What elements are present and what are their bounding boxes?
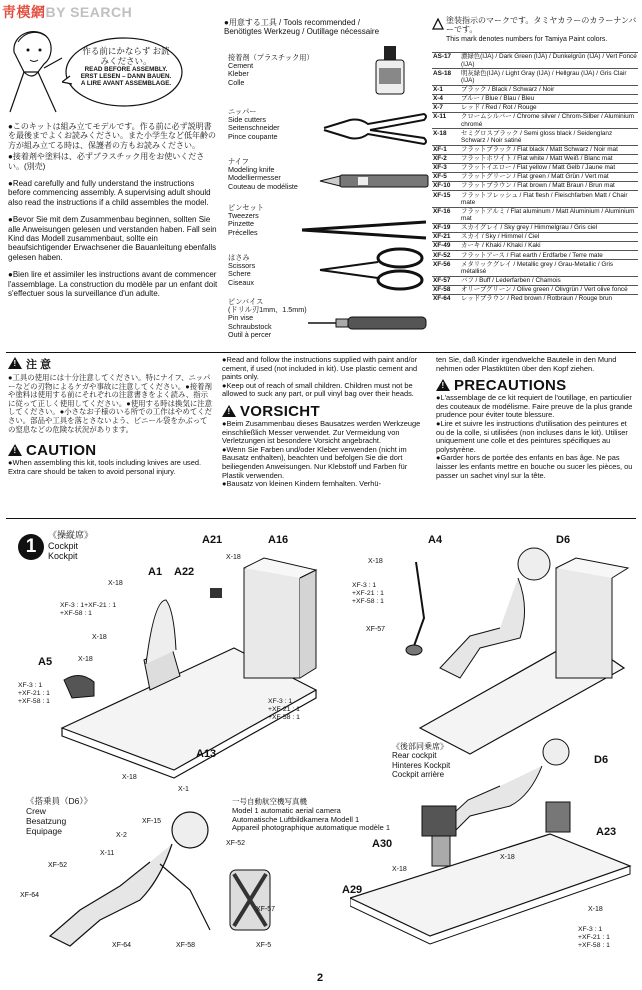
tool-line: ピンバイス [228, 297, 264, 306]
camera-title-jp: 一号自動航空機写真機 [232, 797, 307, 806]
tool-line: Colle [228, 77, 245, 87]
paint-mix-rear-floor: XF-3 : 1 +XF-21 : 1 +XF-58 : 1 [578, 926, 610, 949]
paint-header-jp: 塗装指示のマークです。タミヤカラーのカラーナンバーです。 [446, 16, 637, 35]
part-label-d6: D6 [556, 534, 571, 546]
paint-name: スカイ / Sky / Himmel / Ciel [460, 232, 638, 241]
crew-paint-label: X-11 [100, 850, 115, 857]
tool-cement [228, 54, 338, 87]
paint-name: フラットフレッシュ / Flat flesh / Fleischfarben Matt / Chair mate [460, 191, 638, 207]
crew-title-jp: 《搭乗員（D6）》 [26, 796, 93, 806]
part-label-a30: A30 [372, 838, 393, 850]
paint-name: フラットアルミ / Flat aluminum / Matt Aluminium / Aluminium mat [460, 207, 638, 223]
paint-mix-floor: XF-3 : 1 +XF-21 : 1 +XF-58 : 1 [268, 698, 300, 721]
caution-de-text-2: ●Wenn Sie Farben und/oder Kleber verwenden (nicht im Bausatz enthalten), beachten und befolgen Sie die dort beiliegenden Anweisungen. Nur Klebstoff und Farben für Plastik verwenden. [222, 444, 408, 480]
caution-en-text-3: ●Keep out of reach of small children. Children must not be allowed to suck any part, or pull vinyl bag over their heads. [222, 380, 414, 399]
paint-row [432, 129, 638, 145]
paint-code: XF-2 [432, 154, 460, 163]
tool-line: 接着剤（プラスチック用） [228, 53, 314, 62]
caution-en-text: ●When assembling this kit, tools including knives are used. Extra care should be taken to avoid personal injury. [8, 458, 202, 476]
warning-icon [436, 379, 450, 391]
paint-row [432, 207, 638, 223]
caution-top-border [6, 352, 636, 353]
paint-label-x18: X-18 [78, 656, 93, 663]
tool-line: Outil à percer [228, 329, 272, 339]
crew-figure-drawing [40, 800, 300, 960]
paint-name: カーキ / Khaki / Khaki / Kaki [460, 242, 638, 251]
paint-row [432, 260, 638, 276]
paint-row [432, 163, 638, 172]
intro-en: ●Read carefully and fully understand the instructions before commencing assembly. A supervising adult should also read the instructions if a child assembles the model. [8, 179, 211, 207]
pin-vise-icon [306, 312, 430, 334]
crew-title-de: Besatzung [26, 816, 67, 826]
crew-paint-label: XF-57 [256, 906, 276, 913]
crew-title-fr: Equipage [26, 826, 62, 836]
caution-fr-text-2: ●Lire et suivre les instructions d'utilisation des peintures et ou de la colle, si utilisées (non incluses dans le kit). Utiliser uniquement une colle et des peintures spécifiques au polystyrène. [436, 418, 628, 454]
caution-jp [8, 356, 214, 476]
intro-text [8, 122, 218, 299]
paint-row [432, 85, 638, 94]
paint-label-x18: X-18 [108, 580, 123, 587]
paint-name: フラットブラック / Flat black / Matt Schwarz / Noir mat [460, 145, 638, 154]
paint-row [432, 154, 638, 163]
part-label-a22: A22 [174, 566, 195, 578]
part-label-a23: A23 [596, 826, 617, 838]
tool-line: はさみ [228, 253, 250, 262]
crew-paint-label: X-2 [116, 832, 127, 839]
paint-row [432, 145, 638, 154]
crew-title-en: Crew [26, 806, 46, 816]
paint-code: XF-3 [432, 163, 460, 172]
paint-label-x18: X-18 [588, 906, 603, 913]
crew-paint-label: XF-52 [48, 862, 68, 869]
tool-line: Seitenschneider [228, 123, 280, 133]
paint-header [446, 16, 638, 44]
tool-line: Schere [228, 269, 251, 279]
paint-label-x18: X-18 [368, 558, 383, 565]
rear-title-de: Hinteres Kockpit [392, 760, 451, 770]
step1-title-de: Kockpit [48, 551, 78, 561]
paint-code: X-4 [432, 94, 460, 103]
paint-name: フラットアース / Flat earth / Erdfarbe / Terre mate [460, 251, 638, 260]
part-label-a16: A16 [268, 534, 289, 546]
step-top-border [6, 518, 636, 519]
paint-label-x18: X-18 [92, 634, 107, 641]
paint-label-x18: X-18 [392, 866, 407, 873]
paint-header-en: This mark denotes numbers for Tamiya Paint colors. [446, 35, 608, 43]
part-label-a4: A4 [428, 534, 443, 546]
caution-de-text: ●Beim Zusammenbau dieses Bausatzes werden Werkzeuge einschließlich Messer verwendet. Zur Vermeidung von Verletzungen ist besondere Vorsicht angebracht. [222, 418, 421, 446]
paint-mix-a4: XF-3 : 1 +XF-21 : 1 +XF-58 : 1 [352, 582, 384, 605]
paint-row [432, 182, 638, 191]
intro-jp1: ●このキットは組み立てモデルです。作る前に必ず説明書を最後までよくお読みください。また小学生など低年齢の方が組み立てる時は、保護者の方もお読みください。 [8, 122, 216, 150]
paint-name: ブルー / Blue / Blau / Bleu [460, 94, 638, 103]
paint-code: XF-5 [432, 172, 460, 181]
paint-code: XF-49 [432, 242, 460, 251]
rear-title-jp: 《後部同乗席》 [392, 742, 448, 751]
paint-mark-icon [432, 18, 444, 30]
paint-code: X-18 [432, 129, 460, 145]
paint-mix-a5: XF-3 : 1 +XF-21 : 1 +XF-58 : 1 [18, 682, 50, 705]
caution-jp-title: !注 意 [8, 356, 214, 372]
intro-character-illustration [4, 22, 64, 114]
paint-name: オリーブグリーン / Olive green / Olivgrün / Vert olive foncé [460, 285, 638, 294]
crew-paint-label: XF-15 [142, 818, 162, 825]
watermark [2, 2, 132, 22]
paint-row [432, 94, 638, 103]
paint-label-x18: X-18 [226, 554, 241, 561]
paint-row [432, 53, 638, 69]
part-label-a29: A29 [342, 884, 363, 896]
paint-code: X-11 [432, 112, 460, 128]
caution-middle [222, 356, 428, 489]
caution-right [436, 356, 636, 480]
paint-row [432, 242, 638, 251]
paint-name: レッドブラウン / Red brown / Rotbraun / Rouge brun [460, 294, 638, 303]
crew-paint-label: XF-64 [112, 942, 132, 949]
paint-code: XF-57 [432, 276, 460, 285]
tool-line: Pince coupante [228, 131, 278, 141]
paint-name: ブラック / Black / Schwarz / Noir [460, 85, 638, 94]
paint-code: XF-52 [432, 251, 460, 260]
paint-label-xf57: XF-57 [366, 626, 386, 633]
paint-table [432, 52, 638, 303]
paint-row [432, 112, 638, 128]
tool-line: Kleber [228, 69, 249, 79]
tool-line: ナイフ [228, 157, 249, 166]
caution-de-title: !VORSICHT [222, 403, 428, 420]
tool-line: Tweezers [228, 211, 259, 221]
caution-en-text-2: ●Read and follow the instructions supplied with paint and/or cement, if used (not included in kit). Use plastic cement and paints only. [222, 355, 418, 382]
bubble-fr: A LIRE AVANT ASSEMBLAGE. [80, 80, 172, 88]
paint-code: AS-17 [432, 53, 460, 69]
part-label-a1: A1 [148, 566, 163, 578]
paint-code: XF-19 [432, 223, 460, 232]
paint-table-wrap [432, 52, 638, 303]
paint-code: XF-21 [432, 232, 460, 241]
paint-code: X-1 [432, 85, 460, 94]
camera-title-en: Model 1 automatic aerial camera [232, 805, 341, 815]
watermark-part2: BY SEARCH [45, 4, 133, 20]
tool-line: Schraubstock [228, 321, 272, 331]
crew-paint-label: XF-5 [256, 942, 272, 949]
rear-title-en: Rear cockpit [392, 751, 437, 761]
paint-row [432, 285, 638, 294]
camera-title-fr: Appareil photographique automatique modèle 1 [232, 823, 391, 833]
crew-paint-label: XF-58 [176, 942, 196, 949]
tool-line: (ドリル刃1mm、1.5mm) [228, 305, 307, 315]
paint-name: 濃緑色(IJA) / Dark Green (IJA) / Dunkelgrün (IJA) / Vert Foncé (IJA) [461, 53, 637, 68]
scissors-icon [318, 246, 430, 292]
caution-en-title: !CAUTION [8, 442, 214, 459]
watermark-part1: 靑模網 [2, 4, 46, 20]
tool-line: Précelles [228, 227, 258, 237]
caution-fr-title: !PRECAUTIONS [436, 377, 636, 394]
paint-label-x18: X-18 [500, 854, 515, 861]
cement-bottle-icon [370, 44, 410, 98]
tool-line: ピンセット [228, 203, 264, 212]
tool-line: Pinzette [228, 219, 254, 229]
tool-line: Ciseaux [228, 277, 254, 287]
crew-paint-label: XF-64 [20, 892, 40, 899]
step-number-badge: 1 [18, 534, 44, 560]
paint-row [432, 103, 638, 112]
paint-code: XF-15 [432, 191, 460, 207]
paint-code: AS-18 [432, 69, 460, 85]
paint-row [432, 223, 638, 232]
paint-code: XF-10 [432, 182, 460, 191]
warning-icon [222, 405, 236, 417]
tools-header-de: Benötigtes Werkzeug / Outillage nécessaire [224, 27, 380, 37]
tool-line: Side cutters [228, 115, 266, 125]
part-label-a13: A13 [196, 748, 217, 760]
step1-title-en: Cockpit [48, 540, 79, 551]
tool-line: Pin vise [228, 313, 254, 323]
camera-title-de: Automatische Luftbildkamera Modell 1 [232, 814, 360, 824]
step1-title-jp: 《操縦席》 [48, 530, 94, 540]
paint-name: 明灰緑色(IJA) / Light Gray (IJA) / Hellgrau (IJA) / Gris Clair (IJA) [460, 69, 638, 85]
paint-code: XF-58 [432, 285, 460, 294]
paint-name: バフ / Buff / Lederfarben / Chamois [460, 276, 638, 285]
intro-de: ●Bevor Sie mit dem Zusammenbau beginnen, sollten Sie alle Anweisungen gelesen und verstanden haben. Fall sein Kind das Modell zusammenbaut, sollte ein beaufsichtigender Erwachsener die Bauanleitung ebenfalls gelesen haben. [8, 215, 217, 262]
caution-jp-text: ●工具の使用には十分注意してください。特にナイフ、ニッパーなどの刃物によるケガや事故に注意してください。●接着剤や塗料は使用する前にそれぞれの注意書きをよく読み、指示に従って正しく使用してください。●使用する時は換気に注意してください。●小さなお子様のいる所での工作はやめてください。部品や工具を落とさないよう、ビニール袋をかぶっての窒息などの危険な状況があります。 [8, 373, 213, 434]
speech-bubble-text [80, 46, 172, 88]
paint-name: セミグロスブラック / Semi gloss black / Seidenglanz Schwarz / Noir satiné [460, 129, 638, 145]
crew-paint-label: XF-52 [226, 840, 246, 847]
paint-code: XF-56 [432, 260, 460, 276]
tweezers-icon [300, 214, 430, 244]
tool-line: Modelliermesser [228, 173, 281, 183]
paint-row [432, 294, 638, 303]
paint-name: スカイグレイ / Sky grey / Himmelgrau / Gris ciel [460, 223, 638, 232]
paint-row [432, 172, 638, 181]
paint-row [432, 69, 638, 85]
paint-row [432, 191, 638, 207]
paint-name: フラットイエロー / Flat yellow / Matt Gelb / Jaune mat [460, 163, 638, 172]
paint-label-x18: X-18 [122, 774, 137, 781]
side-cutters-icon [320, 106, 430, 152]
page-number: 2 [317, 972, 324, 984]
tool-line: Cement [228, 61, 254, 71]
caution-de-text-3-end: ten Sie, daß Kinder irgendwelche Bauteile in den Mund nehmen oder Plastiktüten über den Kopf ziehen. [436, 355, 617, 373]
caution-fr-text-3: ●Garder hors de portée des enfants en bas âge. Ne pas laisser les enfants mettre en bouche ou sucer les pièces, ou passer un sachet vinyl sur la tête. [436, 453, 633, 480]
paint-code: XF-1 [432, 145, 460, 154]
tools-header [224, 18, 424, 37]
tools-header-jp: ●用意する工具 / Tools recommended / [224, 18, 360, 27]
part-label-a5: A5 [38, 656, 53, 668]
part-label-d6-rear: D6 [594, 754, 609, 766]
paint-code: XF-16 [432, 207, 460, 223]
tool-line: ニッパー [228, 107, 257, 116]
tool-line: Scissors [228, 261, 256, 271]
paint-row [432, 276, 638, 285]
paint-code: XF-64 [432, 294, 460, 303]
paint-name: レッド / Red / Rot / Rouge [460, 103, 638, 112]
tool-line: Couteau de modéliste [228, 181, 298, 191]
paint-row [432, 232, 638, 241]
paint-mix-a1: XF-3 : 1+XF-21 : 1 +XF-58 : 1 [60, 602, 117, 617]
paint-name: フラットホワイト / Flat white / Matt Weiß / Blanc mat [460, 154, 638, 163]
rear-title-fr: Cockpit arrière [392, 770, 445, 780]
bubble-en: READ BEFORE ASSEMBLY. [84, 66, 168, 73]
caution-fr-text: ●L'assemblage de ce kit requiert de l'outillage, en particulier des couteaux de modélisme. Faire preuve de la plus grande prudence pour éviter toute blessure. [436, 393, 633, 420]
bubble-jp: 作る前にかならず お読みください。 [82, 46, 170, 66]
part-label-a21: A21 [202, 534, 223, 546]
intro-jp2: ●接着剤や塗料は、必ずプラスチック用をお使いください。(別売) [8, 152, 205, 171]
tool-line: Modeling knife [228, 165, 275, 175]
caution-de-text-3-start: ●Bausatz von kleinen Kindern fernhalten. Verhü- [222, 479, 381, 489]
crew-paint-label: X-1 [178, 786, 189, 793]
paint-row [432, 251, 638, 260]
bubble-de: ERST LESEN – DANN BAUEN. [80, 73, 172, 81]
paint-name: メタリックグレイ / Metallic grey / Grau-Metallic / Gris métallisé [460, 260, 638, 276]
paint-name: フラットブラウン / Flat brown / Matt Braun / Brun mat [460, 182, 638, 191]
intro-fr: ●Bien lire et assimiler les instructions avant de commencer l'assemblage. La construction du modèle par un enfant doit s'effectuer sous la surveillance d'un adulte. [8, 270, 218, 299]
paint-code: X-7 [432, 103, 460, 112]
paint-name: フラットグリーン / Flat green / Matt Grün / Vert mat [460, 172, 638, 181]
warning-icon [8, 357, 22, 369]
warning-icon [8, 444, 22, 456]
knife-icon [318, 170, 430, 192]
paint-name: クロームシルバー / Chrome silver / Chrom-Silber / Aluminium chromé [460, 112, 638, 128]
